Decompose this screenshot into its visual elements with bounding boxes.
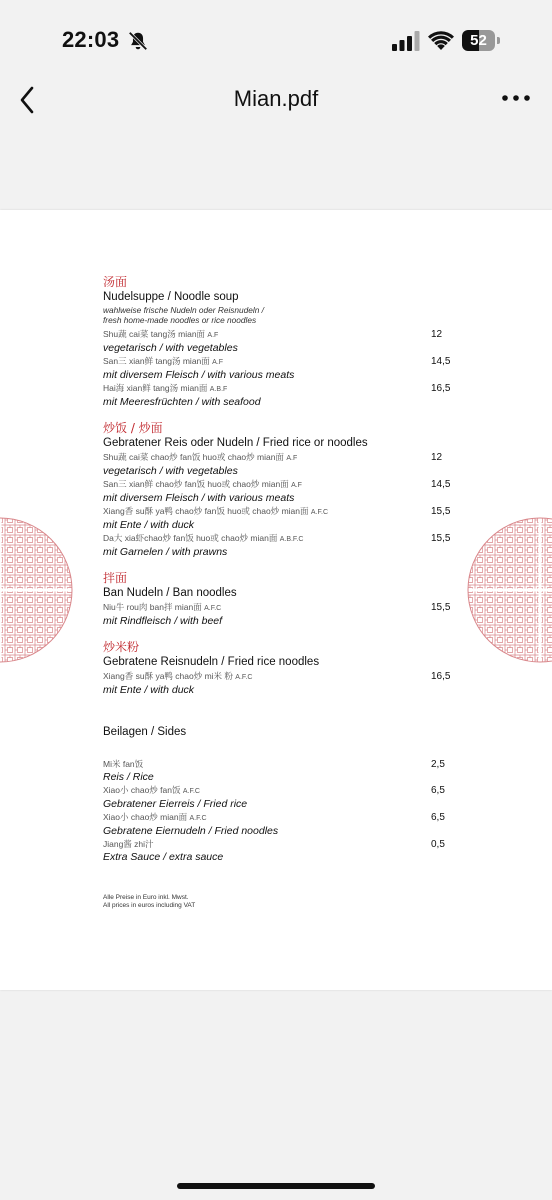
- cellular-signal-icon: [392, 31, 420, 51]
- section-title: Gebratene Reisnudeln / Fried rice noodles: [103, 656, 320, 668]
- item-pinyin-line: [103, 328, 453, 342]
- menu-item: [103, 838, 453, 864]
- item-pinyin-line: [103, 838, 453, 851]
- allergen-tags: A.F: [212, 359, 224, 366]
- allergen-tags: A.B.F.C: [279, 536, 304, 543]
- allergen-tags: A.F: [291, 482, 302, 489]
- section-chinese-title: 汤面: [103, 275, 128, 289]
- item-description: Extra Sauce / extra sauce: [103, 851, 224, 863]
- menu-item: [103, 758, 453, 784]
- allergen-tags: A.F.C: [235, 674, 253, 681]
- allergen-tags: A.B.F: [209, 386, 228, 393]
- item-price: 6,5: [431, 812, 445, 823]
- item-price: 12: [431, 452, 443, 463]
- item-pinyin-line: [103, 758, 453, 771]
- item-description: mit Ente / with duck: [103, 519, 195, 531]
- section-note: wahlweise frische Nudeln oder Reisnudeln /: [103, 305, 264, 315]
- item-pinyin-line: [103, 505, 453, 519]
- item-price: 6,5: [431, 785, 445, 796]
- item-pinyin-line: [103, 784, 453, 798]
- allergen-tags: A.F: [286, 455, 298, 462]
- menu-item: [103, 355, 453, 382]
- section-chinese-title: 炒米粉: [103, 640, 140, 654]
- item-price: 16,5: [431, 383, 451, 394]
- section-title: Gebratener Reis oder Nudeln / Fried rice or noodles: [103, 437, 368, 449]
- allergen-tags: A.F.C: [182, 788, 200, 795]
- item-description: mit Garnelen / with prawns: [103, 546, 228, 558]
- menu-item: [103, 328, 453, 355]
- menu-section: [103, 640, 453, 697]
- item-description: mit Meeresfrüchten / with seafood: [103, 396, 261, 408]
- battery-icon: [462, 30, 500, 52]
- menu-item: [103, 451, 453, 478]
- navigation-bar: [0, 80, 552, 120]
- menu-content: [103, 275, 453, 909]
- pdf-page[interactable]: [0, 210, 552, 990]
- item-description: Gebratener Eierreis / Fried rice: [103, 798, 248, 810]
- item-price: 14,5: [431, 356, 451, 367]
- item-pinyin: San三 xian鲜 tang汤 mian面: [103, 356, 210, 366]
- menu-item: [103, 478, 453, 505]
- sides-title: Beilagen / Sides: [103, 726, 187, 738]
- item-pinyin-line: [103, 451, 453, 465]
- status-bar: [0, 0, 552, 80]
- menu-item: [103, 670, 453, 697]
- item-description: mit diversem Fleisch / with various meats: [103, 369, 295, 381]
- battery-level: 52: [470, 32, 487, 49]
- spacer: [103, 740, 453, 758]
- item-description: vegetarisch / with vegetables: [103, 342, 238, 354]
- section-gap: [103, 409, 453, 421]
- section-gap: [103, 559, 453, 571]
- more-icon[interactable]: [500, 92, 532, 104]
- document-title: Mian.pdf: [233, 86, 319, 111]
- battery-body: [462, 30, 495, 51]
- allergen-tags: A.F.C: [204, 605, 222, 612]
- item-price: 15,5: [431, 602, 451, 613]
- item-pinyin-line: [103, 811, 453, 825]
- bell-slash-icon: [127, 30, 149, 52]
- menu-item: [103, 601, 453, 628]
- section-chinese-title: 拌面: [103, 571, 128, 585]
- menu-section: [103, 421, 453, 559]
- spacer: [103, 864, 453, 894]
- item-description: mit diversem Fleisch / with various meats: [103, 492, 295, 504]
- section-note: fresh home-made noodles or rice noodles: [103, 315, 257, 325]
- menu-item: [103, 784, 453, 811]
- item-pinyin: Shu蔬 cai菜 chao炒 fan饭 huo或 chao炒 mian面: [103, 452, 284, 462]
- item-description: mit Ente / with duck: [103, 684, 195, 696]
- item-pinyin-line: [103, 601, 453, 615]
- lattice-ornament-right: [465, 515, 552, 665]
- item-pinyin: Jiang酱 zhi汁: [103, 839, 154, 849]
- item-description: vegetarisch / with vegetables: [103, 465, 238, 477]
- item-pinyin: Shu蔬 cai菜 tang汤 mian面: [103, 329, 206, 339]
- item-pinyin: Xiang香 su酥 ya鸭 chao炒 fan饭 huo或 chao炒 mian面: [103, 506, 309, 516]
- battery-tip: [497, 37, 500, 44]
- item-pinyin: Xiao小 chao炒 mian面: [103, 812, 188, 822]
- item-description: Reis / Rice: [103, 771, 154, 783]
- item-pinyin-line: [103, 478, 453, 492]
- section-title: Nudelsuppe / Noodle soup: [103, 291, 239, 303]
- item-description: Gebratene Eiernudeln / Fried noodles: [103, 825, 279, 837]
- item-price: 16,5: [431, 671, 451, 682]
- status-time: 22:03: [62, 27, 120, 52]
- menu-item: [103, 811, 453, 838]
- section-gap: [103, 628, 453, 640]
- item-price: 0,5: [431, 839, 445, 850]
- item-pinyin: Xiao小 chao炒 fan饭: [103, 785, 181, 795]
- wifi-icon: [428, 30, 454, 52]
- item-pinyin: Da大 xia虾chao炒 fan饭 huo或 chao炒 mian面: [103, 533, 278, 543]
- menu-item: [103, 505, 453, 532]
- menu-section: [103, 275, 453, 409]
- section-chinese-title: 炒饭 / 炒面: [103, 421, 163, 435]
- item-pinyin: Mi米 fan饭: [103, 759, 144, 769]
- menu-section: [103, 571, 453, 628]
- menu-item: [103, 382, 453, 409]
- price-footnote: All prices in euros including VAT: [103, 901, 196, 909]
- home-indicator[interactable]: [177, 1183, 375, 1189]
- item-pinyin-line: [103, 532, 453, 546]
- item-price: 15,5: [431, 506, 451, 517]
- item-pinyin-line: [103, 382, 453, 396]
- price-footnote: Alle Preise in Euro inkl. Mwst.: [103, 894, 189, 901]
- item-pinyin-line: [103, 355, 453, 369]
- item-pinyin: Hai海 xian鲜 tang汤 mian面: [103, 383, 208, 393]
- item-pinyin: Xiang香 su酥 ya鸭 chao炒 mi米 粉: [103, 671, 233, 681]
- allergen-tags: A.F.C: [189, 815, 207, 822]
- sides-section: [103, 725, 453, 864]
- menu-item: [103, 532, 453, 559]
- item-price: 12: [431, 329, 443, 340]
- item-pinyin-line: [103, 670, 453, 684]
- item-pinyin: Niu牛 rou肉 ban拌 mian面: [103, 602, 202, 612]
- allergen-tags: A.F: [207, 332, 219, 339]
- item-price: 2,5: [431, 759, 445, 770]
- item-description: mit Rindfleisch / with beef: [103, 615, 223, 627]
- lattice-ornament-left: [0, 515, 75, 665]
- section-title: Ban Nudeln / Ban noodles: [103, 587, 237, 599]
- section-gap: [103, 697, 453, 725]
- item-price: 15,5: [431, 533, 451, 544]
- item-price: 14,5: [431, 479, 451, 490]
- allergen-tags: A.F.C: [310, 509, 329, 516]
- item-pinyin: San三 xian鲜 chao炒 fan饭 huo或 chao炒 mian面: [103, 479, 289, 489]
